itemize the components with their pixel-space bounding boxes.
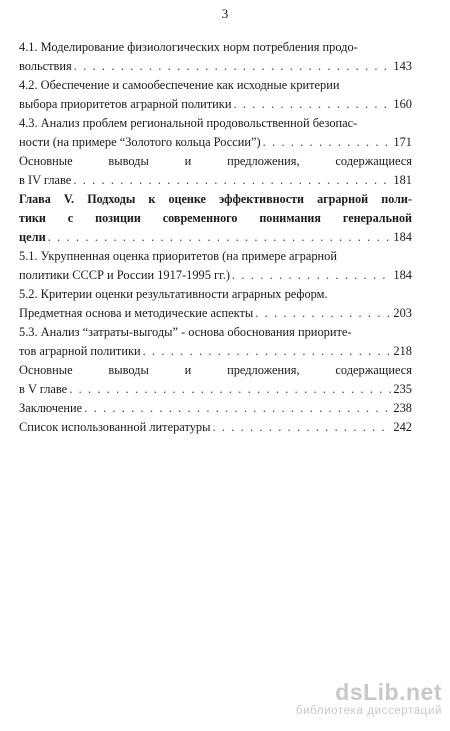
- toc-entry-5-1-line-1: [19, 247, 412, 266]
- toc-word: Подходы: [87, 192, 136, 206]
- toc-word: аграрной: [317, 192, 369, 206]
- dot-leader: [48, 228, 392, 247]
- toc-entry-text: 5.3. Анализ “затраты-выгоды” - основа обоснования приорите-: [19, 325, 352, 339]
- toc-conclusions-v-line-1: [19, 361, 412, 380]
- toc-word: тики: [19, 211, 46, 225]
- toc-entry-text: 5.1. Укрупненная оценка приоритетов (на примере аграрной: [19, 249, 337, 263]
- toc-entry-text: цели: [19, 230, 46, 244]
- toc-entry-text: в IV главе: [19, 173, 72, 187]
- toc-page-number: 242: [393, 420, 412, 434]
- toc-entry-text: в V главе: [19, 382, 68, 396]
- toc-entry-4-1-line-1: [19, 38, 412, 57]
- toc-entry-text: 4.1. Моделирование физиологических норм потребления продо-: [19, 40, 358, 54]
- toc-word: оценке: [168, 192, 206, 206]
- table-of-contents: [19, 38, 412, 437]
- toc-word: Основные: [19, 363, 73, 377]
- toc-conclusions-v-line-2: [19, 380, 412, 399]
- toc-word: и: [184, 363, 192, 377]
- toc-entry-text: выбора приоритетов аграрной политики: [19, 97, 232, 111]
- toc-chapter-v-line-1: [19, 190, 412, 209]
- toc-word: позиции: [95, 211, 141, 225]
- dot-leader: [255, 304, 391, 323]
- toc-page-number: 160: [393, 97, 412, 111]
- toc-entry-4-3-line-2: [19, 133, 412, 152]
- watermark-logo: dsLib.net: [335, 679, 442, 705]
- toc-entry-text: тов аграрной политики: [19, 344, 141, 358]
- toc-word: выводы: [108, 363, 149, 377]
- watermark: [262, 680, 442, 718]
- toc-word: Глава: [19, 192, 51, 206]
- toc-entry-5-3-line-2: [19, 342, 412, 361]
- toc-page-number: 171: [393, 135, 412, 149]
- toc-word: поли-: [381, 192, 412, 206]
- toc-page-number: 238: [393, 401, 412, 415]
- toc-page-number: 184: [393, 230, 412, 244]
- dot-leader: [143, 342, 392, 361]
- dot-leader: [74, 57, 392, 76]
- toc-word: выводы: [108, 154, 149, 168]
- toc-page-number: 143: [393, 59, 412, 73]
- toc-entry-text: ности (на примере “Золотого кольца России”): [19, 135, 261, 149]
- dot-leader: [73, 171, 391, 190]
- toc-word: современного: [162, 211, 238, 225]
- toc-word: содержащиеся: [335, 363, 412, 377]
- toc-page-number: 218: [393, 344, 412, 358]
- toc-entry-4-3-line-1: [19, 114, 412, 133]
- toc-entry-4-1-line-2: [19, 57, 412, 76]
- toc-word: V.: [63, 192, 75, 206]
- toc-entry-text: Список использованной литературы: [19, 420, 211, 434]
- page-number: 3: [221, 6, 229, 21]
- watermark-subtitle: библиотека диссертаций: [295, 705, 442, 717]
- toc-word: с: [67, 211, 74, 225]
- toc-chapter-v-line-3: [19, 228, 412, 247]
- toc-entry-text: Предметная основа и методические аспекты: [19, 306, 254, 320]
- toc-references: [19, 418, 412, 437]
- toc-word: понимания: [259, 211, 321, 225]
- toc-entry-text: вольствия: [19, 59, 72, 73]
- dot-leader: [233, 95, 391, 114]
- toc-entry-text: политики СССР и России 1917-1995 гг.): [19, 268, 231, 282]
- toc-word: Основные: [19, 154, 73, 168]
- dot-leader: [84, 399, 391, 418]
- toc-word: к: [148, 192, 156, 206]
- toc-page-number: 203: [393, 306, 412, 320]
- toc-entry-5-2-line-2: [19, 304, 412, 323]
- toc-word: содержащиеся: [335, 154, 412, 168]
- toc-entry-text: 5.2. Критерии оценки результативности аграрных реформ.: [19, 287, 328, 301]
- dot-leader: [69, 380, 391, 399]
- toc-conclusions-iv-line-2: [19, 171, 412, 190]
- toc-page-number: 235: [393, 382, 412, 396]
- toc-word: и: [184, 154, 192, 168]
- toc-word: эффективности: [219, 192, 304, 206]
- toc-conclusion: [19, 399, 412, 418]
- dot-leader: [212, 418, 391, 437]
- toc-entry-5-1-line-2: [19, 266, 412, 285]
- toc-page-number: 184: [393, 268, 412, 282]
- toc-entry-text: Заключение: [19, 401, 83, 415]
- toc-entry-text: 4.2. Обеспечение и самообеспечение как исходные критерии: [19, 78, 340, 92]
- dot-leader: [232, 266, 391, 285]
- toc-word: предложения,: [227, 363, 300, 377]
- toc-entry-text: 4.3. Анализ проблем региональной продовольственной безопас-: [19, 116, 358, 130]
- toc-word: генеральной: [342, 211, 412, 225]
- toc-word: предложения,: [227, 154, 300, 168]
- toc-entry-4-2-line-1: [19, 76, 412, 95]
- toc-chapter-v-line-2: [19, 209, 412, 228]
- toc-page-number: 181: [393, 173, 412, 187]
- toc-entry-4-2-line-2: [19, 95, 412, 114]
- toc-conclusions-iv-line-1: [19, 152, 412, 171]
- toc-entry-5-2-line-1: [19, 285, 412, 304]
- toc-entry-5-3-line-1: [19, 323, 412, 342]
- dot-leader: [263, 133, 392, 152]
